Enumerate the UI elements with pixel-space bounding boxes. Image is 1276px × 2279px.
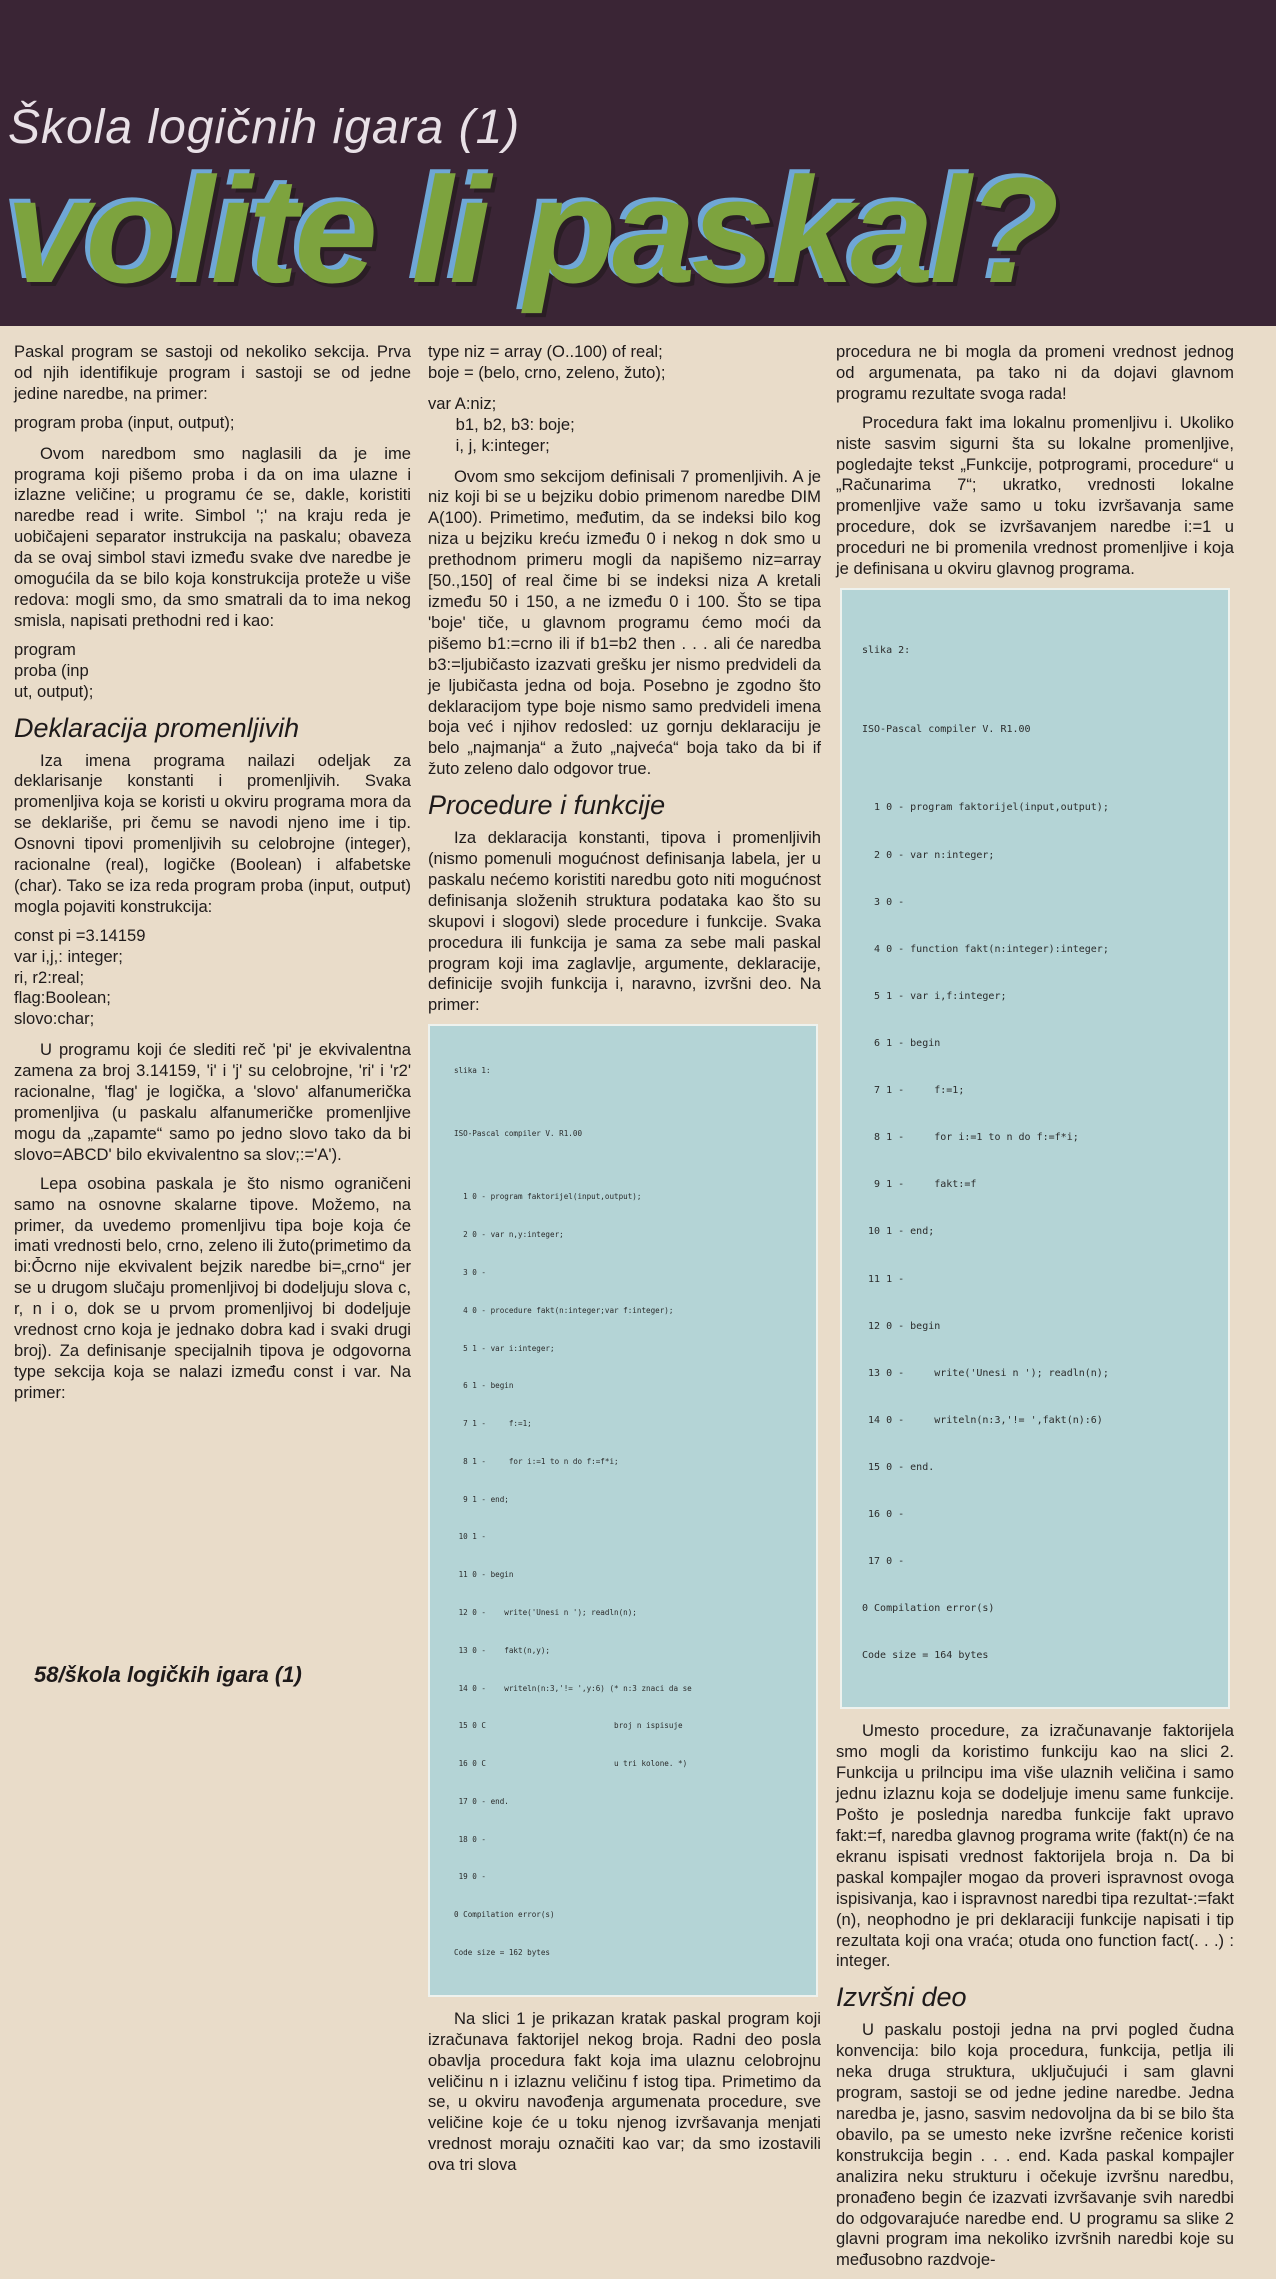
paragraph: Ovom naredbom smo naglasili da je ime programa koji pišemo proba i da on ima ulazne i izlazne veličine; u programu će se, dakle, koristiti naredbe read i write. Simbol ';' na kraju reda je uobičajeni separator instrukcija na paskalu; obaveza da se ovaj simbol stavi između svake dve naredbe je omogućila da se bilo koja konstrukcija proteže u više redova: mogli smo, da smo smatrali da to ima nekog smisla, napisati prethodni red i kao:	[14, 443, 411, 630]
listing-line: 11 1 -	[862, 1273, 905, 1285]
listing-line: 0 Compilation error(s)	[454, 1910, 555, 1920]
listing-line: ISO-Pascal compiler V. R1.00	[862, 723, 1031, 735]
paragraph: Umesto procedure, za izračunavanje faktorijela smo mogli da koristimo funkciju kao na slici 2. Funkcija u prilncipu ima više ulaznih veličina i samo jednu izlaznu koja se dodeljuje imenu same funkcije. Pošto je poslednja naredba funkcije fakt upravo fakt:=f, naredba glavnog programa write (fakt(n) će na ekranu ispisati vrednost faktorijela broja n. Da bi paskal kompajler mogao da proveri ispravnost ovoga ispisivanja, kao i ispravnost naredbi tipa rezultat-:=fakt (n), neophodno je pri deklaraciji funkcije napisati i tip rezultata koji ona vraća; otuda ono function fact(. . .) : integer.	[836, 1721, 1234, 1971]
paragraph: U paskalu postoji jedna na prvi pogled čudna konvencija: bilo koja procedura, funkcija, petlja ili neka druga struktura, uključujući i sam glavni program, sastoji se od jedne jedine naredbe. Jedna naredba je, jasno, sasvim nedovoljna da bi se bilo šta obavilo, pa se umesto neke izvršne rečenice koristi konstrukcija begin . . . end. Kada paskal kompajler analizira neku strukturu i očekuje izvršnu naredbu, pronađeno begin će izazvati izvršavanje svih naredbi do odgovarajuće naredbe end. U programu sa slike 2 glavni program ima nekoliko izvršnih naredbi koje su međusobno razdvoje-	[836, 2020, 1234, 2270]
paragraph: Lepa osobina paskala je što nismo ograničeni samo na osnovne skalarne tipove. Možemo, na primer, da uvedemo promenljivu tipa boje koja će imati vrednosti belo, crno, zeleno ili žuto(primetimo da bi:Ȱcrno nije ekvivalent bejzik naredbe bi=„crno“ jer se u drugom slučaju promenljivoj bi dodeljuju slova c, r, n i o, dok se u prvom promenljivoj bi dodeljuje vrednost crno koja je jednako dobra kad i svaki drugi broj). Za definisanje specijalnih tipova je odgovorna type sekcija koja se nalazi između const i var. Na primer:	[14, 1173, 411, 1402]
figure-2-listing	[840, 588, 1230, 1710]
listing-line: 3 0 -	[862, 896, 905, 908]
listing-line: 16 0 C u tri kolone. *)	[454, 1759, 688, 1769]
code-snippet: program proba (input, output);	[14, 412, 235, 432]
listing-line: 13 0 - write('Unesi n '); readln(n);	[862, 1367, 1109, 1379]
listing-line: 1 0 - program faktorijel(input,output);	[862, 802, 1109, 814]
paragraph: Iza imena programa nailazi odeljak za deklarisanje konstanti i promenljivih. Svaka promenljiva koja se koristi u okviru programa mora da se deklariše, pri čemu se navodi njeno ime i tip. Osnovni tipovi promenljivih su celobrojne (integer), racionalne (real), logičke (Boolean) i alfabetske (char). Tako se iza reda program proba (input, output) mogla pojaviti konstrukcija:	[14, 750, 411, 916]
code-snippet: var A:niz; b1, b2, b3: boje; i, j, k:integer;	[428, 393, 575, 455]
section-heading: Deklaracija promenljivih	[14, 712, 300, 743]
column-3	[836, 342, 1234, 2279]
listing-line: 1 0 - program faktorijel(input,output);	[454, 1192, 642, 1202]
column-1	[14, 342, 411, 1412]
paragraph: Iza deklaracija konstanti, tipova i promenljivih (nismo pomenuli mogućnost definisanja labela, jer u paskalu nećemo koristiti naredbu goto niti mogućnost definisanja složenih struktura podataka kao što su skupovi i slogovi) slede procedure i funkcije. Svaka procedura ili funkcija je sama za sebe mali paskal program koji ima zaglavlje, argumente, deklaracije, definicije svojih funkcija i, naravno, izvršni deo. Na primer:	[428, 828, 821, 1015]
listing-line: 12 0 - begin	[862, 1320, 941, 1332]
paragraph: Ovom smo sekcijom definisali 7 promenljivih. A je niz koji bi se u bejziku dobio primenom naredbe DIM A(100). Primetimo, međutim, da se indeksi bilo kog niza u bejziku kreću između 0 i nekog n dok smo u prethodnom primeru mogli da napišemo niz=array [50.,150] of real čime bi se indeksi niza A kretali između 50 i 150, a ne između 0 i 100. Što se tipa 'boje' tiče, u glavnom programu ćemo moći da pišemo b1:=crno ili if b1=b2 then . . . ali će naredba b3:=ljubičasto izazvati grešku jer nismo predvideli da je ljubičasta jedna od boja. Posebno je zgodno što deklaracijom type boje nismo samo predvideli imena boja već i njihov redosled: uz gornju deklaraciju je belo „najmanja“ a žuto „najveća“ boja tako da bi if žuto zeleno dalo odgovor true.	[428, 466, 821, 779]
listing-line: slika 2:	[862, 645, 911, 657]
listing-line: 14 0 - writeln(n:3,'!= ',y:6) (* n:3 znaci da se	[454, 1683, 692, 1693]
listing-line: 4 0 - function fakt(n:integer):integer;	[862, 943, 1109, 955]
listing-line: 18 0 -	[454, 1834, 487, 1844]
listing-line: 8 1 - for i:=1 to n do f:=f*i;	[862, 1132, 1079, 1144]
code-snippet: const pi =3.14159 var i,j,: integer; ri, r2:real; flag:Boolean; slovo:char;	[14, 925, 146, 1029]
listing-line: 19 0 -	[454, 1872, 487, 1882]
listing-line: 16 0 -	[862, 1509, 905, 1521]
series-title: Škola logičnih igara (1)	[8, 101, 521, 154]
listing-line: 11 0 - begin	[454, 1570, 514, 1580]
listing-line: 7 1 - f:=1;	[862, 1085, 965, 1097]
figure-1-listing	[428, 1024, 818, 1997]
listing-line: 17 0 -	[862, 1556, 905, 1568]
code-snippet: type niz = array (O..100) of real; boje = (belo, crno, zeleno, žuto);	[428, 342, 666, 382]
listing-line: 12 0 - write('Unesi n '); readln(n);	[454, 1608, 637, 1617]
listing-line: 3 0 -	[454, 1267, 487, 1277]
listing-line: 15 0 C broj n ispisuje	[454, 1721, 683, 1731]
listing-line: 9 1 - end;	[454, 1494, 509, 1504]
listing-line: 2 0 - var n:integer;	[862, 849, 995, 861]
listing-line: 17 0 - end.	[454, 1796, 509, 1806]
listing-line: Code size = 162 bytes	[454, 1948, 551, 1958]
listing-line: 9 1 - fakt:=f	[862, 1179, 977, 1191]
paragraph: Procedura fakt ima lokalnu promenljivu i. Ukoliko niste sasvim sigurni šta su lokalne promenljive, pogledajte tekst „Funkcije, potprogrami, procedure“ u „Računarima 7“; ukratko, vrednosti lokalne promenljive važe samo u toku izvršavanja same procedure, dok se izvršavanjem naredbe i:=1 u proceduri ne bi promenila vrednost promenljive i koja je definisana u okviru glavnog programa.	[836, 412, 1234, 579]
paragraph: Na slici 1 je prikazan kratak paskal program koji izračunava faktorijel nekog broja. Radni deo posla obavlja procedura fakt koja ima ulaznu celobrojnu veličinu n i izlaznu veličinu f istog tipa. Primetimo da se, u okviru navođenja argumenata procedure, sve veličine koje će u toku njenog izvršavanja menjati vrednost moraju označiti kao var; da smo izostavili ova tri slova	[428, 2008, 821, 2175]
listing-line: 6 1 - begin	[454, 1381, 514, 1391]
listing-line: 4 0 - procedure fakt(n:integer;var f:integer);	[454, 1305, 674, 1315]
listing-line: 5 1 - var i,f:integer;	[862, 990, 1007, 1002]
paragraph: U programu koji će slediti reč 'pi' je ekvivalentna zamena za broj 3.14159, 'i' i 'j' su celobrojne, 'ri' i 'r2' racionalne, 'flag' je logička, a 'slovo' alfanumerička promenljiva (u paskalu alfanumeričke promenljive mogu da „zapamte“ samo po jedno slovo tako da bi slovo=ABCD' bilo ekvivalentno sa slov;:='A').	[14, 1040, 411, 1164]
listing-line: 6 1 - begin	[862, 1037, 941, 1049]
paragraph: Paskal program se sastoji od nekoliko sekcija. Prva od njih identifikuje program i sastoji se od jedne jedine naredbe, na primer:	[14, 342, 411, 403]
listing-line: Code size = 164 bytes	[862, 1650, 989, 1662]
listing-line: 0 Compilation error(s)	[862, 1603, 995, 1615]
listing-line: 7 1 - f:=1;	[454, 1419, 532, 1429]
section-heading: Izvršni deo	[836, 1982, 967, 2013]
code-snippet: program proba (inp ut, output);	[14, 639, 94, 701]
listing-line: ISO-Pascal compiler V. R1.00	[454, 1129, 583, 1139]
listing-line: 14 0 - writeln(n:3,'!= ',fakt(n):6)	[862, 1414, 1103, 1426]
section-heading: Procedure i funkcije	[428, 790, 666, 821]
title-banner	[0, 0, 1276, 326]
paragraph: procedura ne bi mogla da promeni vrednost jednog od argumenata, pa tako ni da dojavi glavnom programu rezultate svoga rada!	[836, 342, 1234, 403]
listing-line: 10 1 - end;	[862, 1226, 935, 1238]
listing-line: 15 0 - end.	[862, 1461, 935, 1473]
article-headline: volite li paskal?	[6, 146, 1056, 314]
listing-line: 8 1 - for i:=1 to n do f:=f*i;	[454, 1456, 619, 1466]
listing-line: 5 1 - var i:integer;	[454, 1343, 555, 1353]
listing-line: 10 1 -	[454, 1532, 487, 1542]
column-2	[428, 342, 821, 2184]
listing-line: 2 0 - var n,y:integer;	[454, 1230, 564, 1240]
listing-line: 13 0 - fakt(n,y);	[454, 1645, 551, 1655]
page-footer: 58/škola logičkih igara (1)	[34, 1662, 302, 1687]
listing-line: slika 1:	[454, 1066, 491, 1076]
